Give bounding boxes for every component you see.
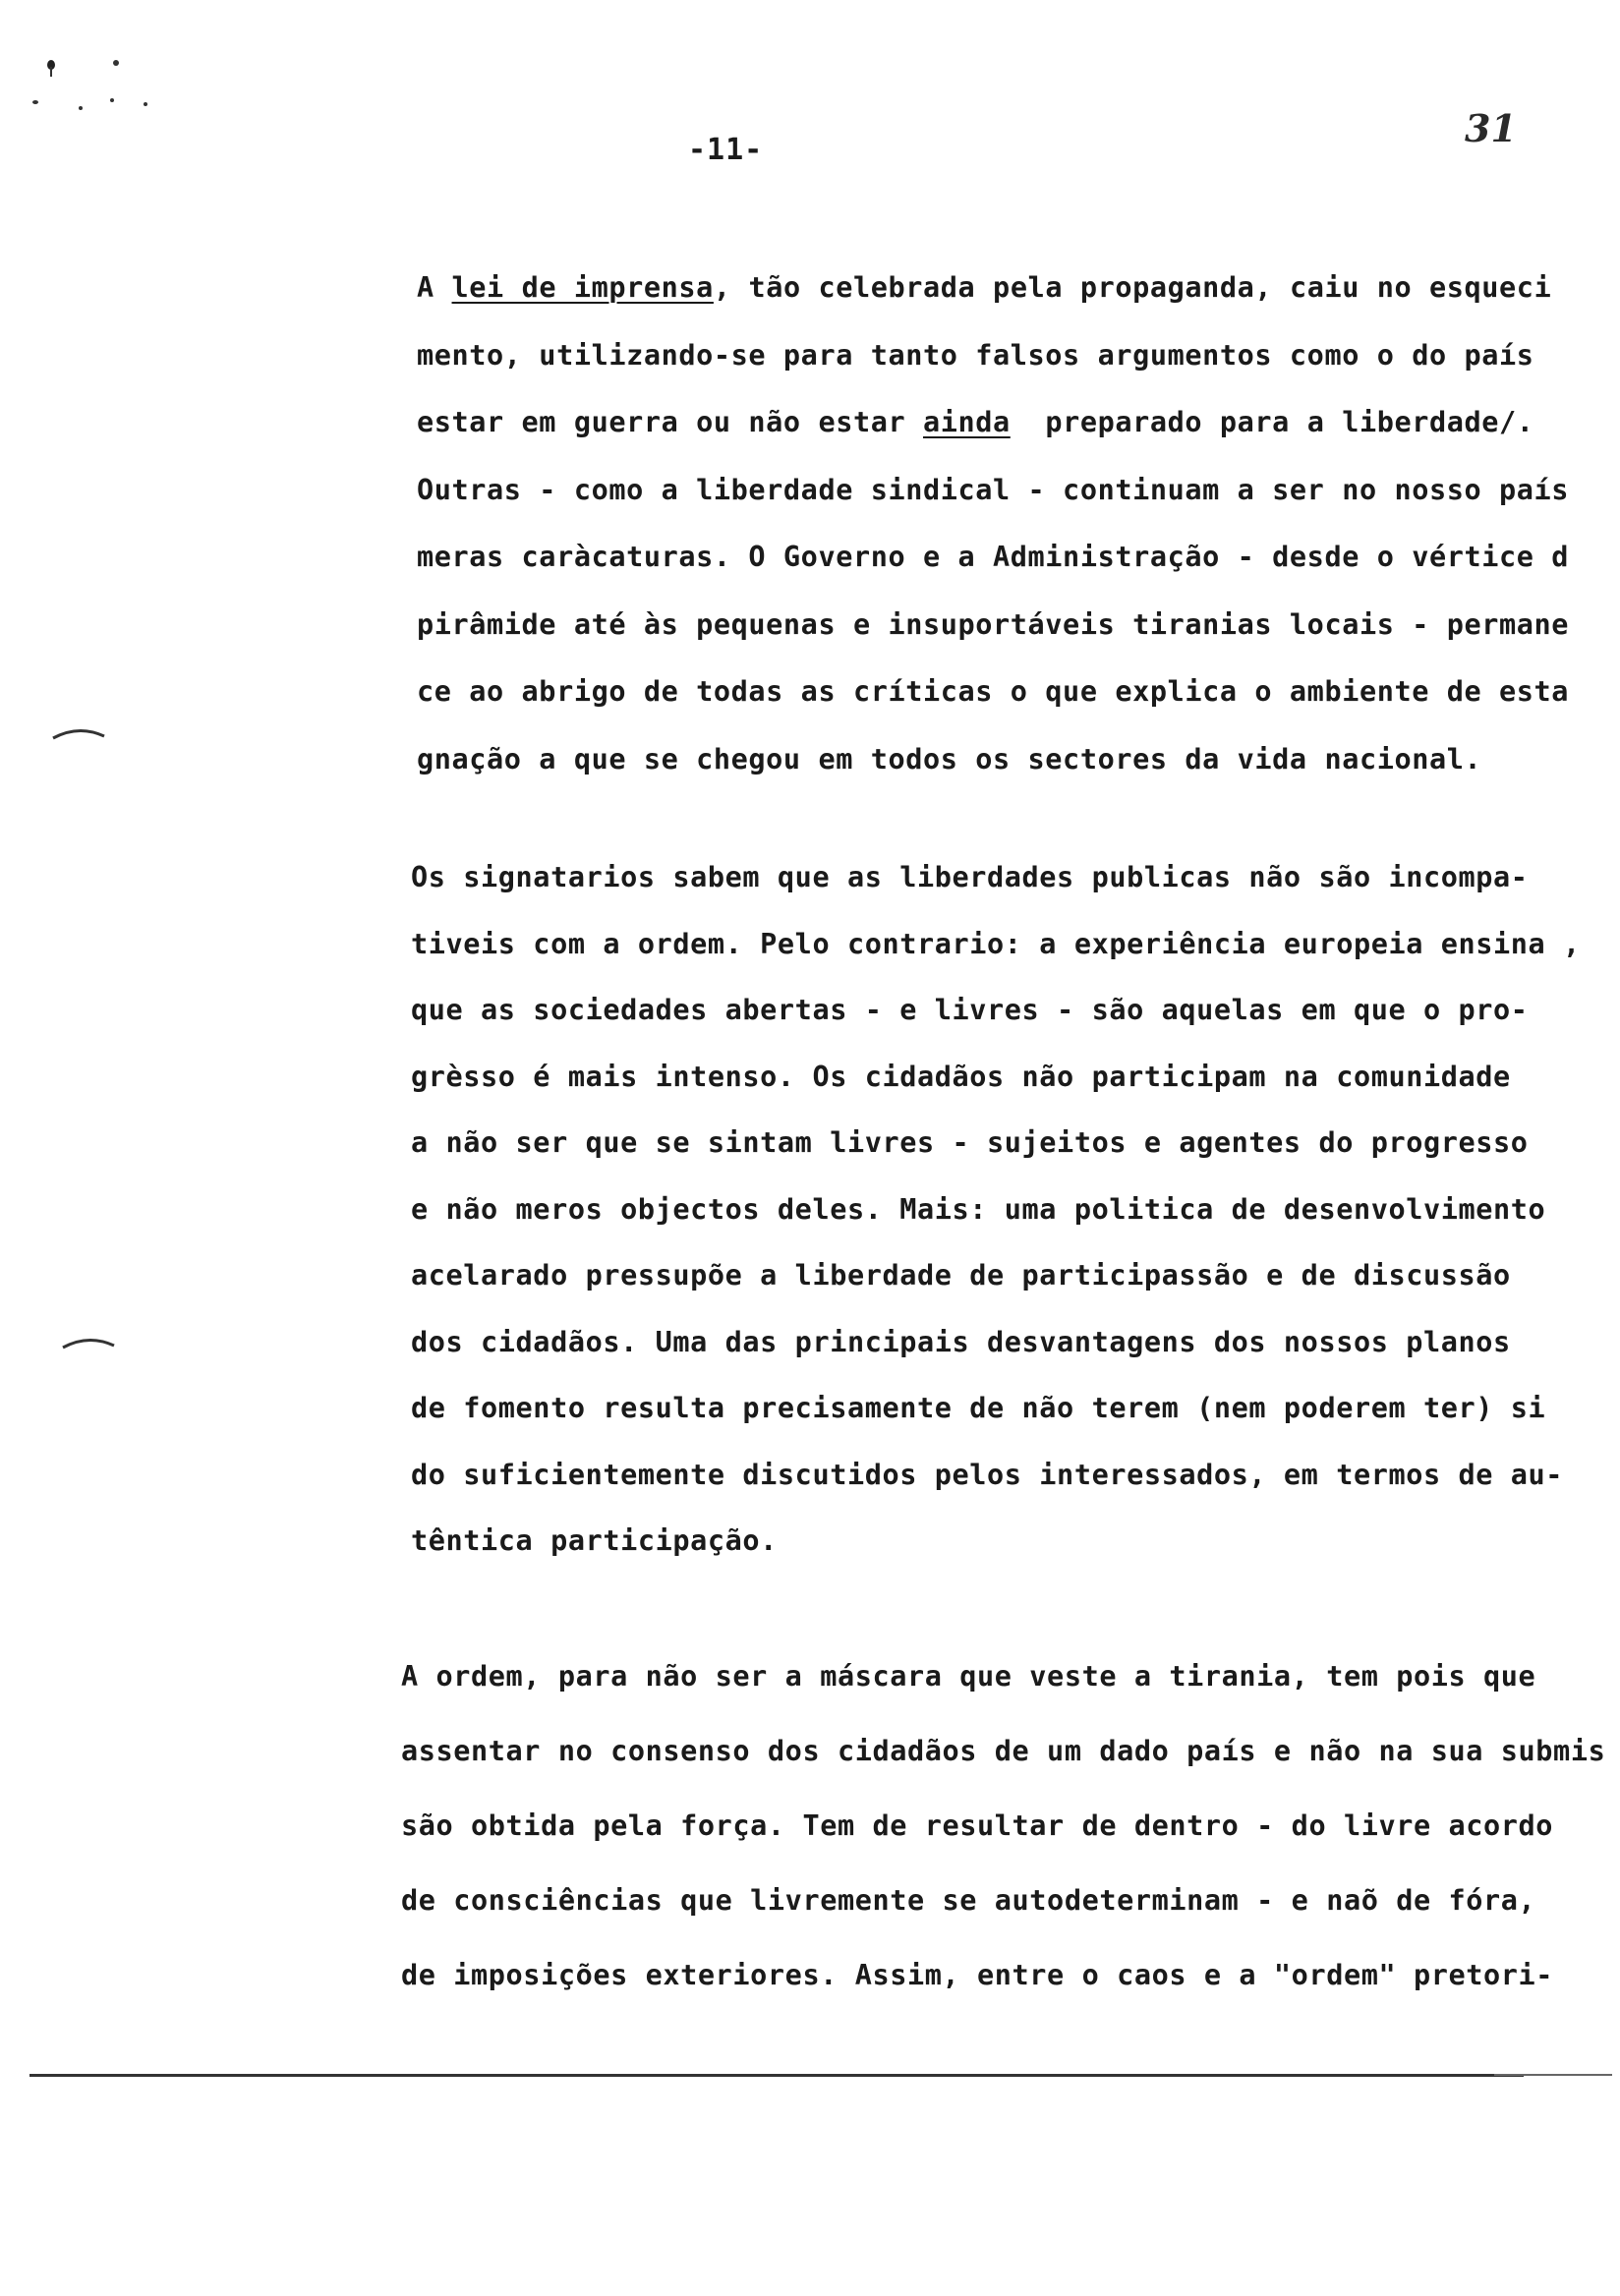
text-segment: meras caràcaturas. O Governo e a Administração - desde o vértice d	[417, 541, 1570, 573]
page-number: -11-	[688, 133, 764, 167]
margin-punch-mark	[49, 722, 108, 744]
text-segment: Os signatarios sabem que as liberdades publicas não são incompa-	[411, 861, 1529, 893]
text-segment: ce ao abrigo de todas as críticas o que explica o ambiente de esta	[417, 675, 1570, 708]
text-segment: estar em guerra ou não estar	[417, 406, 923, 438]
text-segment: a não ser que se sintam livres - sujeitos e agentes do progresso	[411, 1126, 1529, 1159]
text-segment: A	[417, 271, 452, 304]
text-line	[417, 608, 1569, 642]
page-bottom-rule	[1494, 2074, 1612, 2076]
text-line	[411, 1193, 1545, 1227]
text-segment: A ordem, para não ser a máscara que veste a tirania, tem pois que	[401, 1660, 1536, 1693]
text-line	[417, 675, 1569, 709]
ink-specks-mark	[29, 57, 167, 126]
underlined-text: lei de imprensa	[451, 271, 714, 304]
text-line	[417, 541, 1569, 574]
text-line	[411, 1061, 1511, 1094]
text-segment: Outras - como a liberdade sindical - continuam a ser no nosso país	[417, 473, 1570, 506]
text-segment: e não meros objectos deles. Mais: uma politica de desenvolvimento	[411, 1192, 1546, 1226]
page-bottom-rule	[29, 2074, 1524, 2077]
text-line	[411, 1524, 778, 1558]
text-line	[417, 743, 1481, 776]
text-line	[411, 928, 1581, 961]
margin-punch-mark	[59, 1332, 118, 1353]
text-segment: mento, utilizando-se para tanto falsos argumentos como o do país	[417, 338, 1534, 372]
text-segment: pirâmide até às pequenas e insuportáveis tiranias locais - permane	[417, 607, 1570, 641]
text-line	[411, 994, 1529, 1027]
text-segment: tiveis com a ordem. Pelo contrario: a experiência europeia ensina ,	[411, 927, 1581, 960]
text-segment: preparado para a liberdade/.	[1010, 406, 1534, 438]
text-line	[411, 1326, 1511, 1359]
text-segment: de consciências que livremente se autodeterminam - e naõ de fóra,	[401, 1884, 1536, 1917]
text-line	[401, 1809, 1553, 1843]
text-segment: de imposições exteriores. Assim, entre o caos e a "ordem" pretori-	[401, 1959, 1554, 1991]
text-line	[411, 1126, 1529, 1160]
text-line	[401, 1959, 1553, 1992]
text-segment: acelarado pressupõe a liberdade de participassão e de discussão	[411, 1259, 1511, 1292]
text-segment: têntica participação.	[411, 1524, 778, 1557]
text-line	[411, 1259, 1511, 1292]
text-line	[417, 271, 1551, 305]
text-segment: dos cidadãos. Uma das principais desvantagens dos nossos planos	[411, 1325, 1511, 1358]
text-line	[411, 1392, 1545, 1425]
text-segment: grèsso é mais intenso. Os cidadãos não participam na comunidade	[411, 1060, 1511, 1093]
text-line	[401, 1660, 1535, 1693]
text-segment: do suficientemente discutidos pelos interessados, em termos de au-	[411, 1458, 1564, 1491]
handwritten-page-number: 31	[1465, 106, 1517, 150]
text-segment: são obtida pela força. Tem de resultar de dentro - do livre acordo	[401, 1809, 1554, 1842]
text-line	[417, 406, 1534, 439]
text-line	[411, 1459, 1563, 1492]
text-line	[417, 474, 1569, 507]
text-segment: de fomento resulta precisamente de não terem (nem poderem ter) si	[411, 1392, 1546, 1424]
underlined-text: ainda	[923, 406, 1011, 438]
text-segment: que as sociedades abertas - e livres - são aquelas em que o pro-	[411, 994, 1529, 1026]
text-line	[417, 339, 1534, 373]
text-line	[401, 1884, 1535, 1918]
text-line	[401, 1735, 1605, 1768]
text-segment: gnação a que se chegou em todos os sectores da vida nacional.	[417, 742, 1482, 775]
text-line	[411, 861, 1529, 894]
text-segment: , tão celebrada pela propaganda, caiu no esqueci	[713, 271, 1552, 304]
text-segment: assentar no consenso dos cidadãos de um dado país e não na sua submis	[401, 1735, 1606, 1767]
